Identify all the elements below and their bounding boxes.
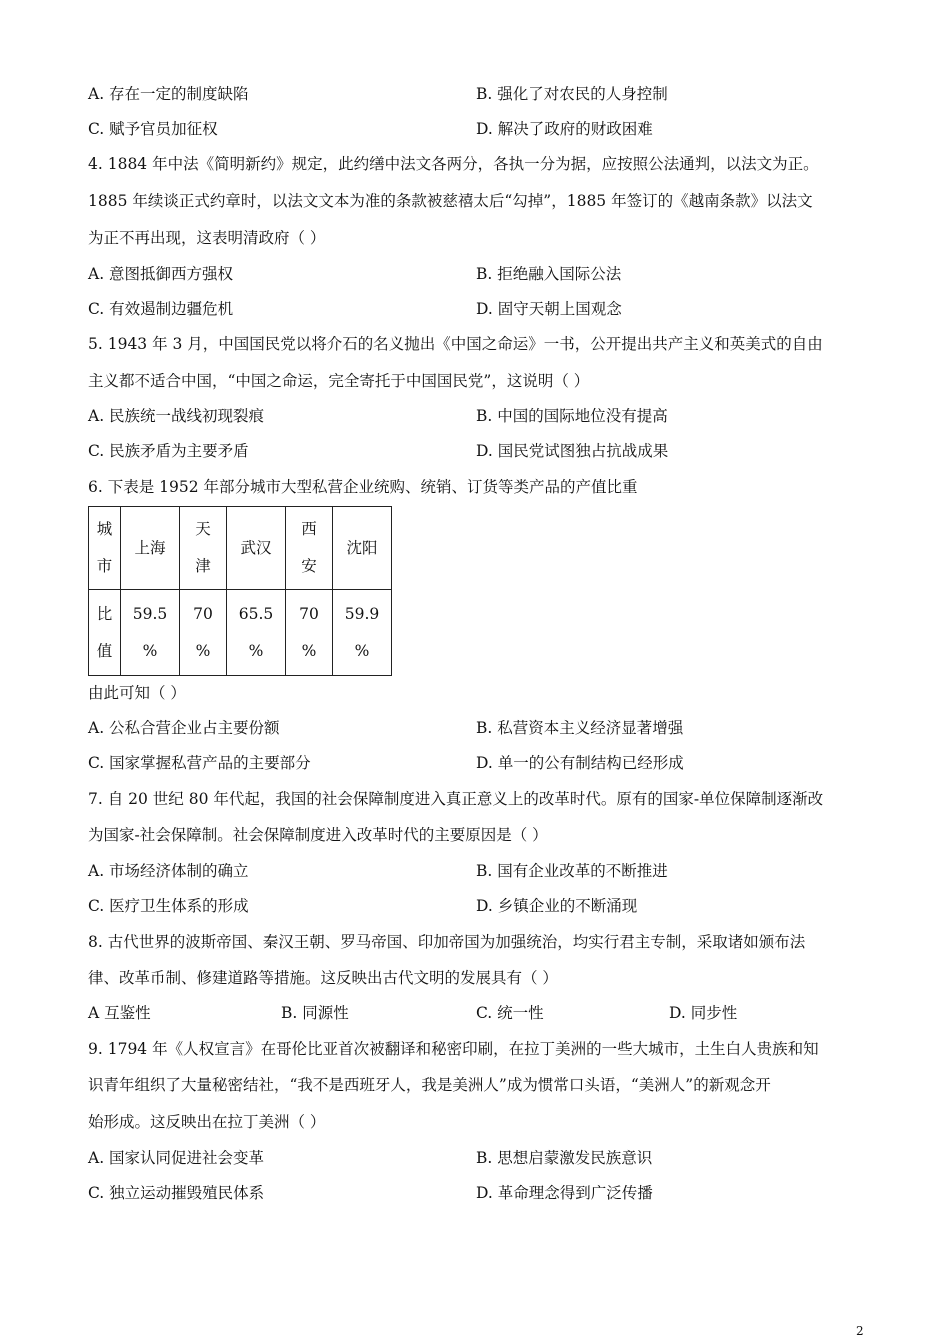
q4-stem-line-2: 1885 年续谈正式约章时，以法文文本为准的条款被慈禧太后“勾掉”，1885 年签订的《越南条款》以法文 [88,192,813,210]
q6-option-b: B. 私营资本主义经济显著增强 [476,719,684,737]
q3-option-d: D. 解决了政府的财政困难 [476,120,653,138]
q4-option-a: A. 意图抵御西方强权 [88,265,234,283]
q8-option-a: A 互鉴性 [88,1004,151,1022]
q4-option-d: D. 固守天朝上国观念 [476,300,622,318]
q8-option-b: B. 同源性 [281,1004,349,1022]
q8-stem-line-1: 8. 古代世界的波斯帝国、秦汉王朝、罗马帝国、印加帝国为加强统治，均实行君主专制，采取诸如颁布法 [88,933,806,951]
table-cell-wuhan-value: 65.5 % [227,590,286,676]
q6-option-a: A. 公私合营企业占主要份额 [88,719,280,737]
table-cell-city-label: 城 市 [89,507,121,590]
q9-stem-line-2: 识青年组织了大量秘密结社，“我不是西班牙人，我是美洲人”成为惯常口头语，“美洲人”的新观念开 [88,1076,771,1094]
table-header-row [89,507,392,590]
table-cell-shenyang: 沈阳 [333,507,392,590]
q3-option-a: A. 存在一定的制度缺陷 [88,85,249,103]
q5-stem-line-2: 主义都不适合中国，“中国之命运，完全寄托于中国国民党”，这说明（ ） [88,372,590,390]
table-cell-xian: 西 安 [286,507,333,590]
q6-data-table [88,506,392,676]
table-cell-shanghai: 上海 [121,507,180,590]
q8-stem-line-2: 律、改革币制、修建道路等措施。这反映出古代文明的发展具有（ ） [88,969,558,987]
q7-option-b: B. 国有企业改革的不断推进 [476,862,668,880]
table-cell-tianjin-value: 70 % [180,590,227,676]
q9-option-b: B. 思想启蒙激发民族意识 [476,1149,653,1167]
q6-option-c: C. 国家掌握私营产品的主要部分 [88,754,311,772]
q9-option-d: D. 革命理念得到广泛传播 [476,1184,653,1202]
q9-option-a: A. 国家认同促进社会变革 [88,1149,265,1167]
q6-option-d: D. 单一的公有制结构已经形成 [476,754,684,772]
table-cell-shenyang-value: 59.9 % [333,590,392,676]
q7-stem-line-1: 7. 自 20 世纪 80 年代起，我国的社会保障制度进入真正意义上的改革时代。原有的国家-单位保障制逐渐改 [88,790,824,808]
q4-option-b: B. 拒绝融入国际公法 [476,265,622,283]
table-cell-ratio-label: 比 值 [89,590,121,676]
q9-stem-line-3: 始形成。这反映出在拉丁美洲（ ） [88,1113,326,1131]
q5-option-c: C. 民族矛盾为主要矛盾 [88,442,249,460]
q4-option-c: C. 有效遏制边疆危机 [88,300,234,318]
q5-option-d: D. 国民党试图独占抗战成果 [476,442,669,460]
q5-option-b: B. 中国的国际地位没有提高 [476,407,668,425]
table-cell-wuhan: 武汉 [227,507,286,590]
q6-after-table: 由此可知（ ） [88,684,186,702]
q7-option-d: D. 乡镇企业的不断涌现 [476,897,638,915]
q7-stem-line-2: 为国家-社会保障制。社会保障制度进入改革时代的主要原因是（ ） [88,826,548,844]
q3-option-c: C. 赋予官员加征权 [88,120,218,138]
q5-stem-line-1: 5. 1943 年 3 月，中国国民党以将介石的名义抛出《中国之命运》一书，公开提出共产主义和英美式的自由 [88,335,823,353]
page-number: 2 [856,1324,864,1338]
q6-stem: 6. 下表是 1952 年部分城市大型私营企业统购、统销、订货等类产品的产值比重 [88,478,638,496]
q4-stem-line-1: 4. 1884 年中法《简明新约》规定，此约缮中法文各两分，各执一分为据，应按照公法通判，以法文为正。 [88,155,819,173]
q4-stem-line-3: 为正不再出现，这表明清政府（ ） [88,229,326,247]
q3-option-b: B. 强化了对农民的人身控制 [476,85,668,103]
table-cell-xian-value: 70 % [286,590,333,676]
q7-option-a: A. 市场经济体制的确立 [88,862,249,880]
q5-option-a: A. 民族统一战线初现裂痕 [88,407,265,425]
table-value-row [89,590,392,676]
q7-option-c: C. 医疗卫生体系的形成 [88,897,249,915]
q9-option-c: C. 独立运动摧毁殖民体系 [88,1184,265,1202]
q8-option-c: C. 统一性 [476,1004,544,1022]
q9-stem-line-1: 9. 1794 年《人权宣言》在哥伦比亚首次被翻译和秘密印刷，在拉丁美洲的一些大城市，土生白人贵族和知 [88,1040,819,1058]
table-cell-tianjin: 天 津 [180,507,227,590]
q8-option-d: D. 同步性 [669,1004,738,1022]
table-cell-shanghai-value: 59.5 % [121,590,180,676]
